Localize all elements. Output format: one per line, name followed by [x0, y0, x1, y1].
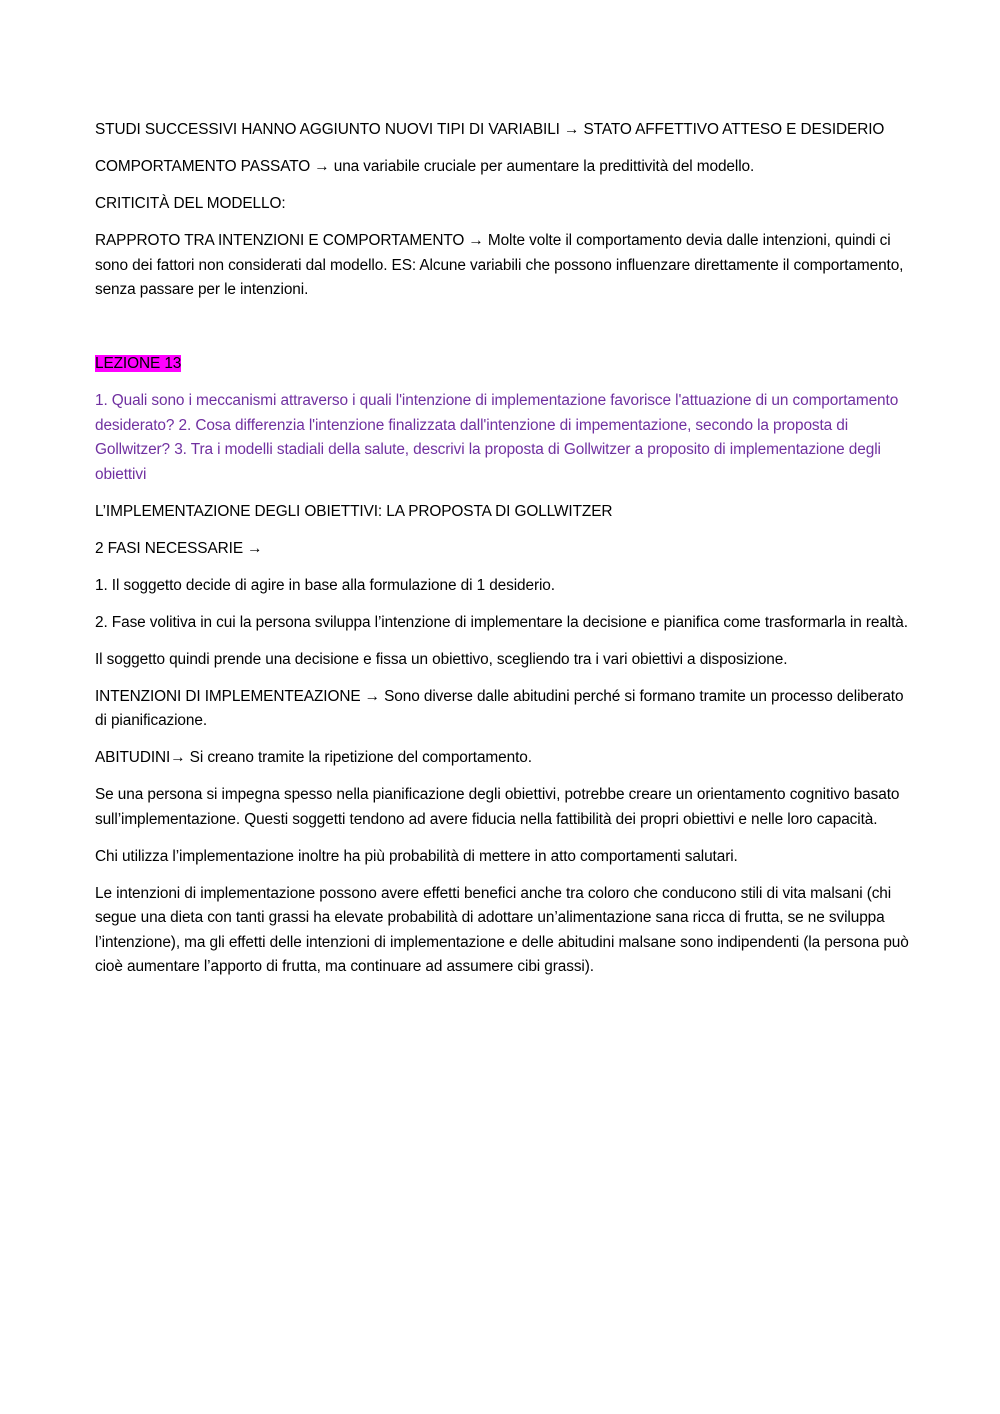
body-paragraph: Se una persona si impegna spesso nella pianificazione degli obiettivi, potrebbe creare un orientamento cognitivo basato sull’implementazione. Questi soggetti tendono ad avere fiducia nella fattibilità dei propri obiettivi e nelle loro capacità. [95, 786, 900, 828]
body-paragraph: INTENZIONI DI IMPLEMENTEAZIONE → Sono diverse dalle abitudini perché si formano tramite un processo deliberato di pianificazione. [95, 687, 904, 729]
body-paragraph: L’IMPLEMENTAZIONE DEGLI OBIETTIVI: LA PROPOSTA DI GOLLWITZER [95, 502, 613, 520]
body-paragraph: ABITUDINI→ Si creano tramite la ripetizione del comportamento. [95, 749, 532, 766]
body-paragraph: 1. Il soggetto decide di agire in base alla formulazione di 1 desiderio. [95, 576, 555, 594]
body-paragraph: 2 FASI NECESSARIE → [95, 539, 263, 557]
question-paragraph: 1. Quali sono i meccanismi attraverso i quali l'intenzione di implementazione favorisce l'attuazione di un comportamento desiderato? 2. Cosa differenzia l'intenzione finalizzata dall'intenzione di impementazione, secondo la proposta di Gollwitzer? 3. Tra i modelli stadiali della salute, descrivi la proposta di Gollwitzer a proposito di implementazione degli obiettivi [95, 392, 899, 483]
highlighted-text: LEZIONE 13 [95, 355, 182, 372]
body-paragraph: CRITICITÀ DEL MODELLO: [95, 195, 286, 212]
body-paragraph: Le intenzioni di implementazione possono avere effetti benefici anche tra coloro che conducono stili di vita malsani (chi segue una dieta con tanti grassi ha elevate probabilità di adottare un’alimentazione sana ricca di frutta, se ne sviluppa l’intenzione), ma gli effetti delle intenzioni di implementazione e delle abitudini malsane sono indipendenti (la persona può cioè aumentare l’apporto di frutta, ma continuare ad assumere cibi grassi). [95, 884, 909, 975]
lesson-heading [95, 352, 910, 377]
body-paragraph: Chi utilizza l’implementazione inoltre ha più probabilità di mettere in atto comportamenti salutari. [95, 847, 738, 865]
blank-line [95, 315, 910, 352]
document-page [95, 118, 910, 992]
body-paragraph: Il soggetto quindi prende una decisione e fissa un obiettivo, scegliendo tra i vari obiettivi a disposizione. [95, 650, 788, 668]
body-paragraph: STUDI SUCCESSIVI HANNO AGGIUNTO NUOVI TIPI DI VARIABILI → STATO AFFETTIVO ATTESO E DESIDERIO [95, 121, 885, 138]
body-paragraph: RAPPROTO TRA INTENZIONI E COMPORTAMENTO → Molte volte il comportamento devia dalle intenzioni, quindi ci sono dei fattori non considerati dal modello. ES: Alcune variabili che possono influenzare direttamente il comportamento, senza passare per le intenzioni. [95, 232, 904, 298]
body-paragraph: COMPORTAMENTO PASSATO → una variabile cruciale per aumentare la predittività del modello. [95, 158, 755, 175]
body-paragraph: 2. Fase volitiva in cui la persona sviluppa l’intenzione di implementare la decisione e pianifica come trasformarla in realtà. [95, 613, 908, 631]
